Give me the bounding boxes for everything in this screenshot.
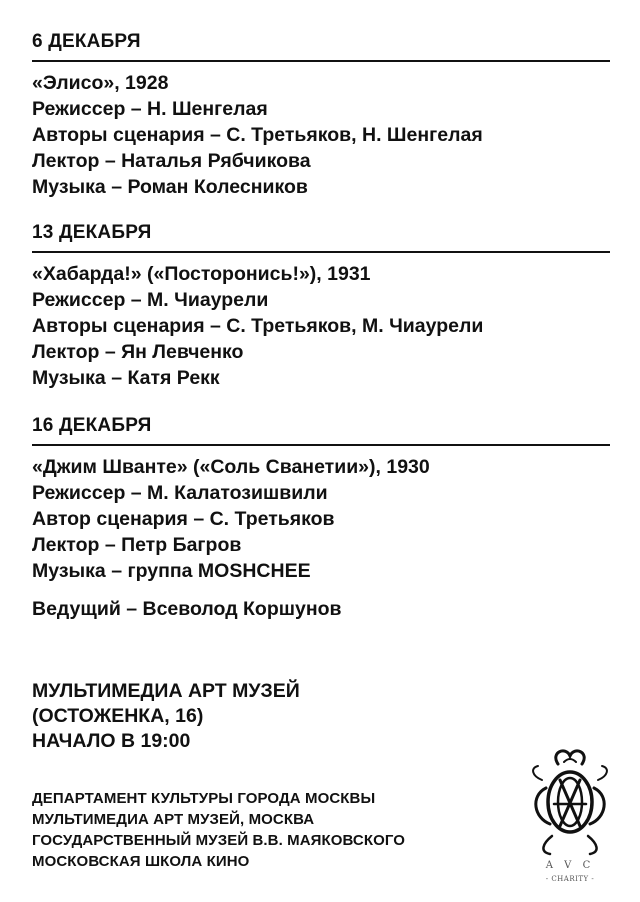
organizer-item: ГОСУДАРСТВЕННЫЙ МУЗЕЙ В.В. МАЯКОВСКОГО <box>32 832 406 849</box>
music-line: Музыка – Роман Колесников <box>32 176 308 198</box>
venue-block <box>32 679 300 754</box>
venue-name: МУЛЬТИМЕДИА АРТ МУЗЕЙ <box>32 680 300 702</box>
start-time: НАЧАЛО В 19:00 <box>32 730 191 752</box>
film-title: «Элисо», 1928 <box>32 72 169 94</box>
organizer-item: МОСКОВСКАЯ ШКОЛА КИНО <box>32 853 250 870</box>
music-line: Музыка – группа MOSHCHEE <box>32 560 311 582</box>
session-date: 6 ДЕКАБРЯ <box>32 30 610 62</box>
session-details <box>32 70 610 200</box>
director-line: Режиссер – Н. Шенгелая <box>32 98 268 120</box>
session-date: 16 ДЕКАБРЯ <box>32 414 610 446</box>
organizers-list <box>32 788 405 872</box>
screenwriter-line: Автор сценария – С. Третьяков <box>32 508 335 530</box>
session-16-december <box>32 414 610 584</box>
avc-charity-logo <box>520 740 620 885</box>
logo-letters: A V C <box>545 860 595 871</box>
screenwriters-line: Авторы сценария – С. Третьяков, Н. Шенгелая <box>32 124 483 146</box>
organizer-item: ДЕПАРТАМЕНТ КУЛЬТУРЫ ГОРОДА МОСКВЫ <box>32 790 376 807</box>
lecturer-line: Лектор – Наталья Рябчикова <box>32 150 311 172</box>
session-13-december <box>32 221 610 391</box>
lecturer-line: Лектор – Петр Багров <box>32 534 242 556</box>
session-6-december <box>32 30 610 200</box>
director-line: Режиссер – М. Чиаурели <box>32 289 269 311</box>
logo-caption: - CHARITY - <box>545 875 595 883</box>
lecturer-line: Лектор – Ян Левченко <box>32 341 244 363</box>
session-details <box>32 261 610 391</box>
film-title: «Джим Шванте» («Соль Сванетии»), 1930 <box>32 456 430 478</box>
music-line: Музыка – Катя Рекк <box>32 367 220 389</box>
director-line: Режиссер – М. Калатозишвили <box>32 482 328 504</box>
film-title: «Хабарда!» («Посторонись!»), 1931 <box>32 263 371 285</box>
organizer-item: МУЛЬТИМЕДИА АРТ МУЗЕЙ, МОСКВА <box>32 811 315 828</box>
screenwriters-line: Авторы сценария – С. Третьяков, М. Чиаурели <box>32 315 484 337</box>
host-line: Ведущий – Всеволод Коршунов <box>32 598 342 620</box>
venue-address: (ОСТОЖЕНКА, 16) <box>32 705 204 727</box>
session-details <box>32 454 610 584</box>
session-date: 13 ДЕКАБРЯ <box>32 221 610 253</box>
